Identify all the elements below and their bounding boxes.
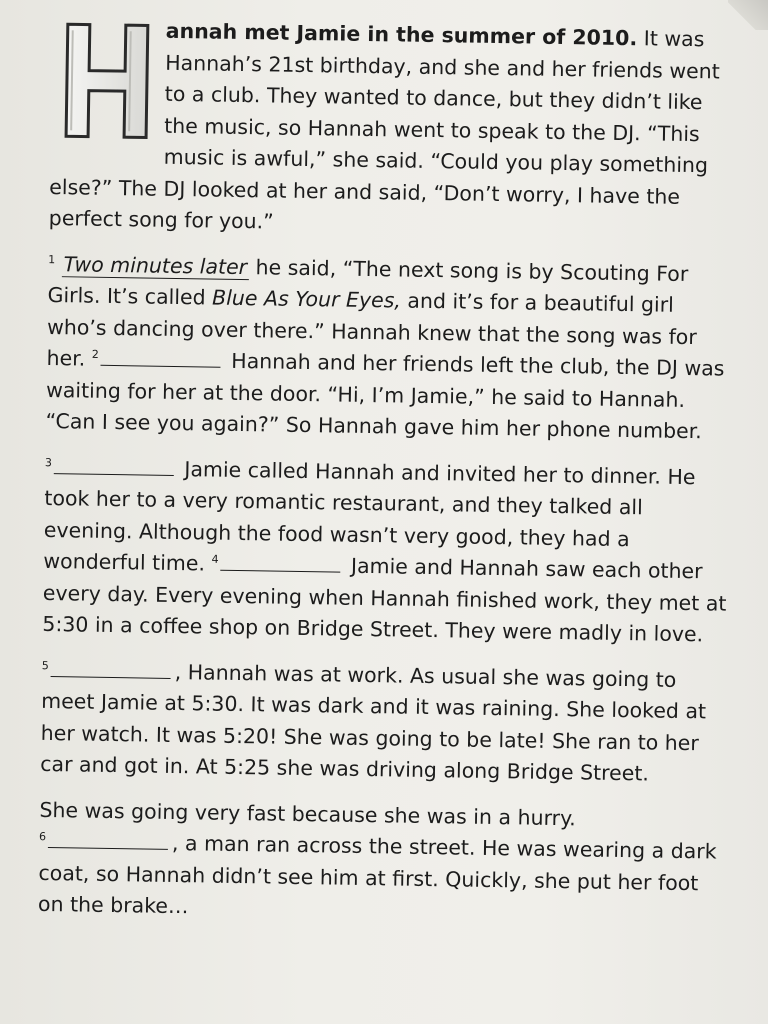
example-answer: Two minutes later — [61, 252, 249, 280]
gap-number-3: 3 — [44, 455, 53, 469]
paragraph-4-text: , Hannah was at work. As usual she was going to meet Jamie at 5:30. It was dark and it was raining. She looked at her watch. It was 5:20! She was going to be late! She ran to her car and got in. At 5:25 she was driving along Bridge Street. — [40, 659, 707, 786]
paragraph-2 — [45, 248, 738, 448]
gap-number-4: 4 — [211, 552, 219, 566]
paragraph-2-text-b: and it’s for a beautiful girl who’s dancing over there.” Hannah knew that the song was for her. — [46, 288, 697, 371]
answer-blank-3[interactable] — [54, 453, 174, 476]
gap-number-5: 5 — [41, 658, 49, 672]
drop-cap — [60, 18, 154, 143]
paragraph-2-text-a: he said, “The next song is by Scouting For Girls. It’s called — [47, 254, 689, 310]
paragraph-4 — [40, 654, 732, 791]
gap-number-1: 1 — [48, 252, 56, 266]
answer-blank-4[interactable] — [220, 550, 340, 573]
paragraph-5-text-b: , a man ran across the street. He was wearing a dark coat, so Hannah didn’t see him at first. Quickly, she put her foot on the brake… — [37, 830, 717, 919]
paragraph-2-text-c: Hannah and her friends left the club, the DJ was waiting for her at the door. “Hi, I’m Jamie,” he said to Hannah. “Can I see you again?” So Hannah gave him her phone number. — [45, 348, 725, 444]
paragraph-3-text-b: Jamie and Hannah saw each other every day. Every evening when Hannah finished work, they met at 5:30 in a coffee shop on Bridge Street. They were madly in love. — [42, 553, 727, 647]
opening-line: annah met Jamie in the summer of 2010. — [165, 18, 638, 51]
gap-number-2: 2 — [91, 347, 99, 361]
paragraph-1 — [49, 14, 742, 245]
drop-cap-letter-h — [60, 18, 154, 143]
answer-blank-5[interactable] — [51, 656, 171, 679]
answer-blank-2[interactable] — [101, 345, 221, 368]
paragraph-3-text-a: Jamie called Hannah and invited her to dinner. He took her to a very romantic restaurant, and they talked all evening. Although the food wasn’t very good, they had a wonderful time. — [43, 456, 696, 576]
paragraph-5 — [38, 794, 730, 931]
gap-number-6: 6 — [38, 830, 47, 844]
paragraph-3 — [42, 451, 735, 651]
paragraph-5-text-a: She was going very fast because she was in a hurry. — [39, 797, 576, 830]
answer-blank-6[interactable] — [48, 827, 168, 850]
paragraph-1-body: It was Hannah’s 21st birthday, and she and her friends went to a club. They wanted to dance, but they didn’t like the music, so Hannah went to speak to the DJ. “This music is awful,” she said. “Could you play something else?” The DJ looked at her and said, “Don’t worry, I have the perfect song for you.” — [48, 26, 720, 234]
song-title: Blue As Your Eyes, — [211, 285, 402, 313]
story-text — [38, 14, 742, 945]
